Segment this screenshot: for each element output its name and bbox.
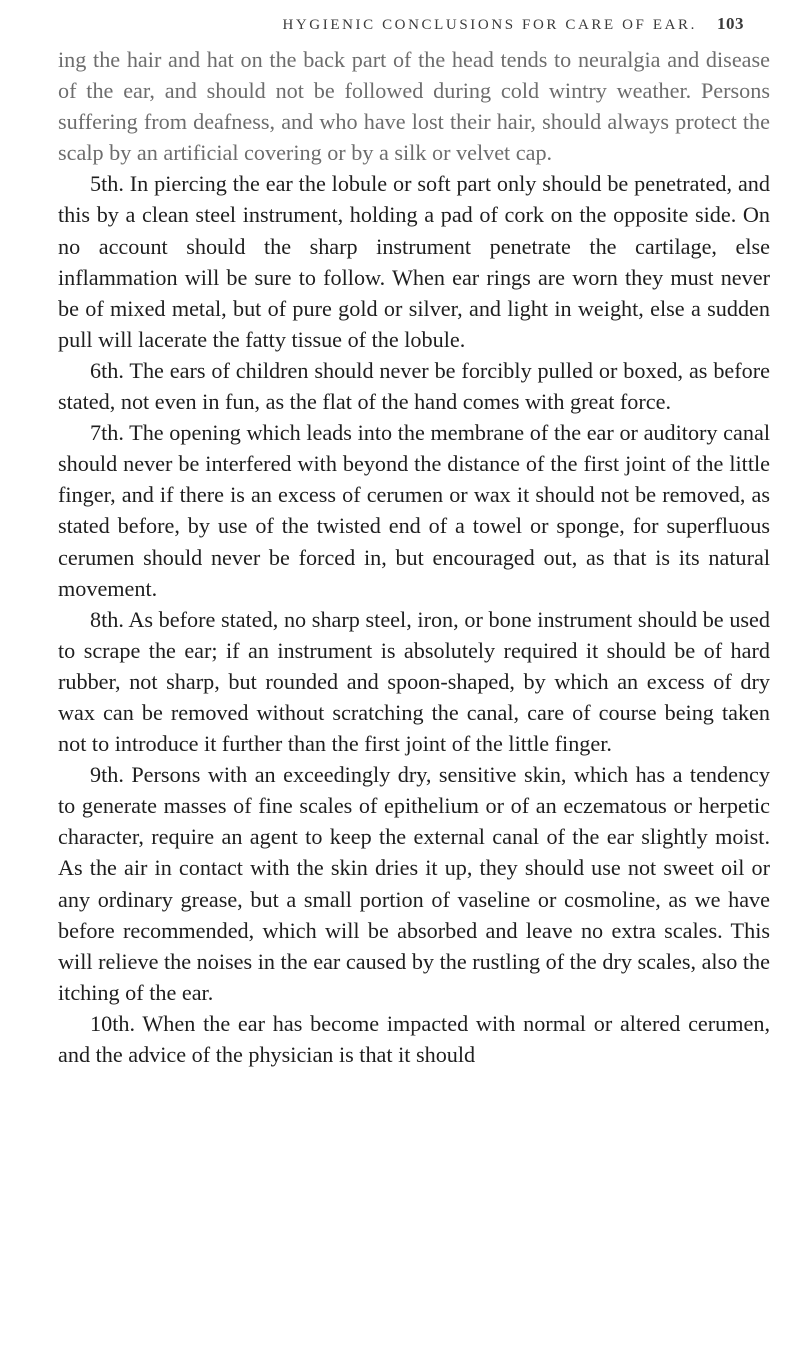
running-title: HYGIENIC CONCLUSIONS FOR CARE OF EAR. <box>282 17 697 33</box>
paragraph-5th: 5th. In piercing the ear the lobule or soft part only should be penetrated, and this by a clean steel instrument, holding a pad of cork on the opposite side. On no account should the sharp instrument penetrate the cartilage, else inflammation will be sure to follow. When ear rings are worn they must never be of mixed metal, but of pure gold or silver, and light in weight, else a sudden pull will lacerate the fatty tissue of the lobule. <box>58 171 770 352</box>
paragraph-continuation: ing the hair and hat on the back part of the head tends to neuralgia and disease of the ear, and should not be followed during cold wintry weather. Persons suffering from deafness, and who have lost their hair, should always protect the scalp by an artificial covering or by a silk or velvet cap. <box>58 47 770 166</box>
paragraph-7th: 7th. The opening which leads into the membrane of the ear or auditory canal should never be interfered with beyond the distance of the first joint of the little finger, and if there is an excess of cerumen or wax it should not be removed, as stated before, by use of the twisted end of a towel or sponge, for superfluous cerumen should never be forced in, but encouraged out, as that is its natural movement. <box>58 420 770 601</box>
paragraph-10th: 10th. When the ear has become impacted with normal or altered cerumen, and the advice of the physician is that it should <box>58 1010 770 1067</box>
paragraph-8th: 8th. As before stated, no sharp steel, iron, or bone instrument should be used to scrape the ear; if an instrument is absolutely required it should be of hard rubber, not sharp, but rounded and spoon-shaped, by which an excess of dry wax can be removed without scratching the canal, care of course being taken not to introduce it further than the first joint of the little finger. <box>58 606 770 757</box>
paragraph-9th: 9th. Persons with an exceedingly dry, sensitive skin, which has a tendency to generate masses of fine scales of epithelium or of an eczematous or herpetic character, require an agent to keep the external canal of the ear slightly moist. As the air in contact with the skin dries it up, they should use not sweet oil or any ordinary grease, but a small portion of vaseline or cosmoline, as we have before recommended, which will be absorbed and leave no extra scales. This will relieve the noises in the ear caused by the rustling of the dry scales, also the itching of the ear. <box>58 762 770 1005</box>
book-page <box>58 14 770 1070</box>
body-text <box>58 44 770 1070</box>
page-number: 103 <box>717 14 744 33</box>
running-head <box>58 14 770 42</box>
paragraph-6th: 6th. The ears of children should never be forcibly pulled or boxed, as before stated, not even in fun, as the flat of the hand comes with great force. <box>58 357 770 415</box>
